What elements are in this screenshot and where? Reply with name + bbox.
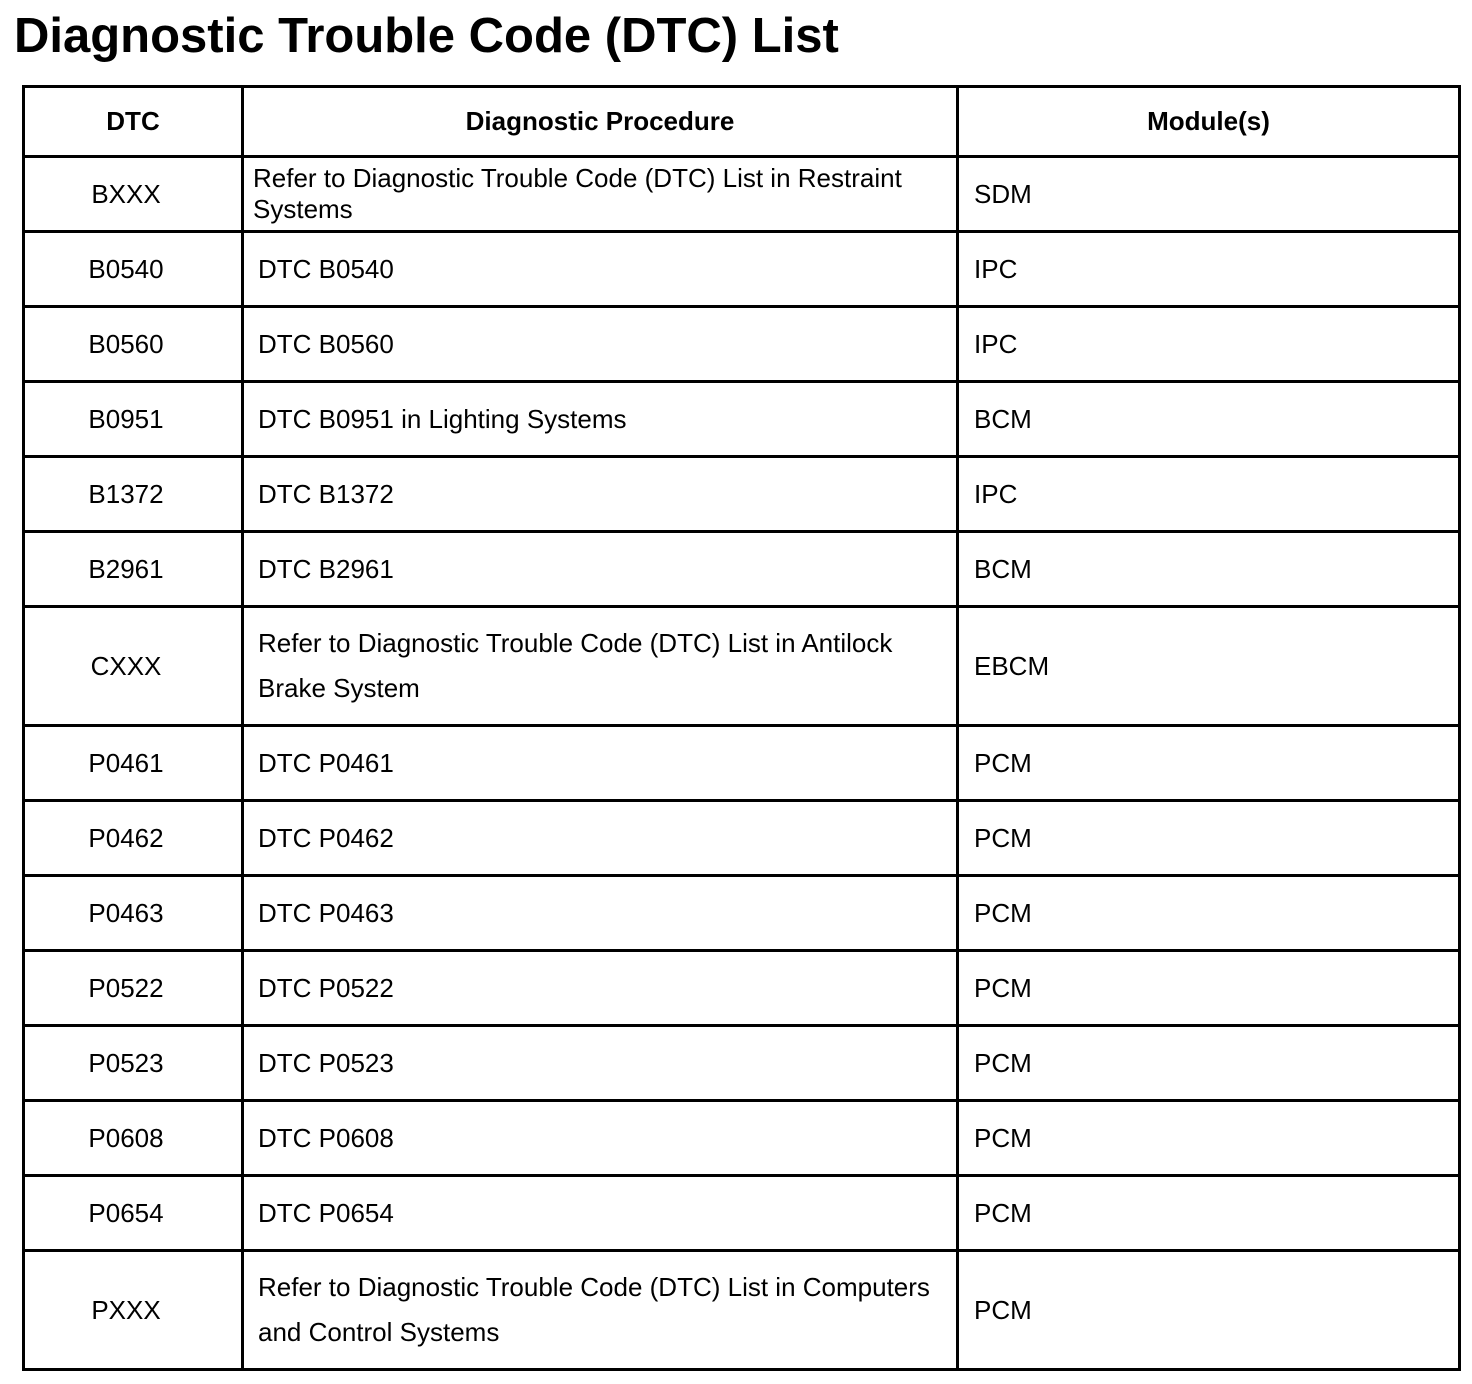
dtc-code: PXXX: [24, 1251, 243, 1370]
table-row: [24, 382, 1460, 457]
diagnostic-procedure: DTC P0463: [243, 876, 958, 951]
dtc-code: P0523: [24, 1026, 243, 1101]
diagnostic-procedure: DTC B1372: [243, 457, 958, 532]
dtc-code: B2961: [24, 532, 243, 607]
diagnostic-procedure: DTC B0951 in Lighting Systems: [243, 382, 958, 457]
column-header-dtc: DTC: [24, 87, 243, 157]
diagnostic-procedure: DTC B2961: [243, 532, 958, 607]
module: IPC: [958, 232, 1460, 307]
table-row: [24, 232, 1460, 307]
table-row: [24, 532, 1460, 607]
module: PCM: [958, 1101, 1460, 1176]
diagnostic-procedure: Refer to Diagnostic Trouble Code (DTC) List in Restraint Systems: [243, 157, 958, 232]
column-header-modules: Module(s): [958, 87, 1460, 157]
table-row: [24, 1176, 1460, 1251]
diagnostic-procedure: DTC P0654: [243, 1176, 958, 1251]
dtc-code: B0540: [24, 232, 243, 307]
module: PCM: [958, 951, 1460, 1026]
diagnostic-procedure: DTC B0540: [243, 232, 958, 307]
module: BCM: [958, 532, 1460, 607]
diagnostic-procedure: DTC P0608: [243, 1101, 958, 1176]
column-header-procedure: Diagnostic Procedure: [243, 87, 958, 157]
dtc-code: B1372: [24, 457, 243, 532]
table-row: [24, 1026, 1460, 1101]
module: PCM: [958, 1026, 1460, 1101]
diagnostic-procedure: DTC P0462: [243, 801, 958, 876]
module: BCM: [958, 382, 1460, 457]
dtc-code: P0654: [24, 1176, 243, 1251]
diagnostic-procedure: Refer to Diagnostic Trouble Code (DTC) List in Antilock Brake System: [243, 607, 958, 726]
dtc-code: P0463: [24, 876, 243, 951]
module: PCM: [958, 1251, 1460, 1370]
module: SDM: [958, 157, 1460, 232]
dtc-code: CXXX: [24, 607, 243, 726]
dtc-code: P0608: [24, 1101, 243, 1176]
module: EBCM: [958, 607, 1460, 726]
module: PCM: [958, 1176, 1460, 1251]
dtc-code: BXXX: [24, 157, 243, 232]
dtc-code: P0462: [24, 801, 243, 876]
table-header-row: [24, 87, 1460, 157]
diagnostic-procedure: Refer to Diagnostic Trouble Code (DTC) List in Computers and Control Systems: [243, 1251, 958, 1370]
diagnostic-procedure: DTC P0522: [243, 951, 958, 1026]
dtc-code: B0560: [24, 307, 243, 382]
table-row: [24, 607, 1460, 726]
diagnostic-procedure: DTC P0461: [243, 726, 958, 801]
page-title: Diagnostic Trouble Code (DTC) List: [14, 9, 839, 63]
table-row: [24, 876, 1460, 951]
module: IPC: [958, 457, 1460, 532]
table-row: [24, 157, 1460, 232]
dtc-code: B0951: [24, 382, 243, 457]
diagnostic-procedure: DTC P0523: [243, 1026, 958, 1101]
module: PCM: [958, 726, 1460, 801]
diagnostic-procedure: DTC B0560: [243, 307, 958, 382]
dtc-table: [22, 85, 1461, 1371]
dtc-code: P0522: [24, 951, 243, 1026]
table-row: [24, 1101, 1460, 1176]
table-row: [24, 307, 1460, 382]
table-row: [24, 801, 1460, 876]
module: PCM: [958, 876, 1460, 951]
table-row: [24, 457, 1460, 532]
table-row: [24, 726, 1460, 801]
module: PCM: [958, 801, 1460, 876]
module: IPC: [958, 307, 1460, 382]
dtc-code: P0461: [24, 726, 243, 801]
table-row: [24, 1251, 1460, 1370]
table-row: [24, 951, 1460, 1026]
